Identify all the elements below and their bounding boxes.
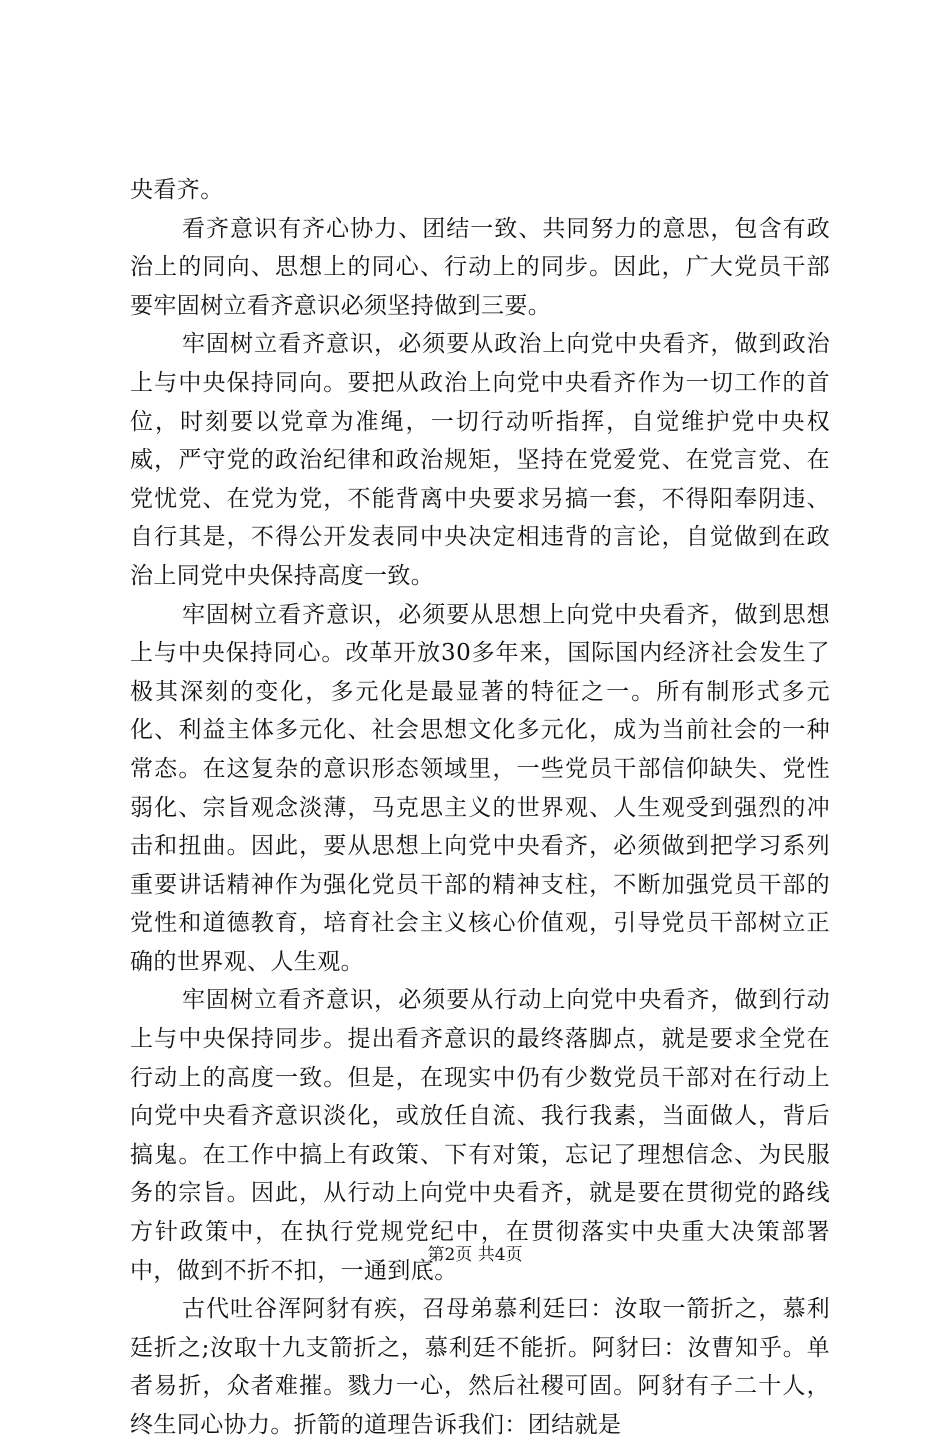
paragraph-political-alignment: 牢固树立看齐意识，必须要从政治上向党中央看齐，做到政治上与中央保持同向。要把从政治上向党中央看齐作为一切工作的首位，时刻要以党章为准绳，一切行动听指挥，自觉维护党中央权威，严守党的政治纪律和政治规矩，坚持在党爱党、在党言党、在党忧党、在党为党，不能背离中央要求另搞一套，不得阳奉阴违、自行其是，不得公开发表同中央决定相违背的言论，自觉做到在政治上同党中央保持高度一致。 xyxy=(130,331,830,589)
paragraph-continuation: 央看齐。 xyxy=(130,177,224,203)
paragraph-alignment-meaning: 看齐意识有齐心协力、团结一致、共同努力的意思，包含有政治上的同向、思想上的同心、行动上的同步。因此，广大党员干部要牢固树立看齐意识必须坚持做到三要。 xyxy=(130,215,830,319)
paragraph-action-alignment: 牢固树立看齐意识，必须要从行动上向党中央看齐，做到行动上与中央保持同步。提出看齐意识的最终落脚点，就是要求全党在行动上的高度一致。但是，在现实中仍有少数党员干部对在行动上向党中央看齐意识淡化，或放任自流、我行我素，当面做人，背后搞鬼。在工作中搞上有政策、下有对策，忘记了理想信念、为民服务的宗旨。因此，从行动上向党中央看齐，就是要在贯彻党的路线方针政策中，在执行党规党纪中，在贯彻落实中央重大决策部署中，做到不折不扣，一通到底。 xyxy=(130,987,830,1284)
page-number-footer: 第2页 共4页 xyxy=(427,1245,523,1265)
paragraph-ideological-alignment: 牢固树立看齐意识，必须要从思想上向党中央看齐，做到思想上与中央保持同心。改革开放30多年来，国际国内经济社会发生了极其深刻的变化，多元化是最显著的特征之一。所有制形式多元化、利益主体多元化、社会思想文化多元化，成为当前社会的一种常态。在这复杂的意识形态领域里，一些党员干部信仰缺失、党性弱化、宗旨观念淡薄，马克思主义的世界观、人生观受到强烈的冲击和扭曲。因此，要从思想上向党中央看齐，必须做到把学习系列重要讲话精神作为强化党员干部的精神支柱，不断加强党员干部的党性和道德教育，培育社会主义核心价值观，引导党员干部树立正确的世界观、人生观。 xyxy=(130,601,830,975)
paragraph-arrow-story: 古代吐谷浑阿豺有疾，召母弟慕利廷曰：汝取一箭折之，慕利廷折之;汝取十九支箭折之，慕利廷不能折。阿豺曰：汝曹知乎。单者易折，众者难摧。戮力一心，然后社稷可固。阿豺有子二十人，终生同心协力。折箭的道理告诉我们：团结就是 xyxy=(130,1296,830,1438)
